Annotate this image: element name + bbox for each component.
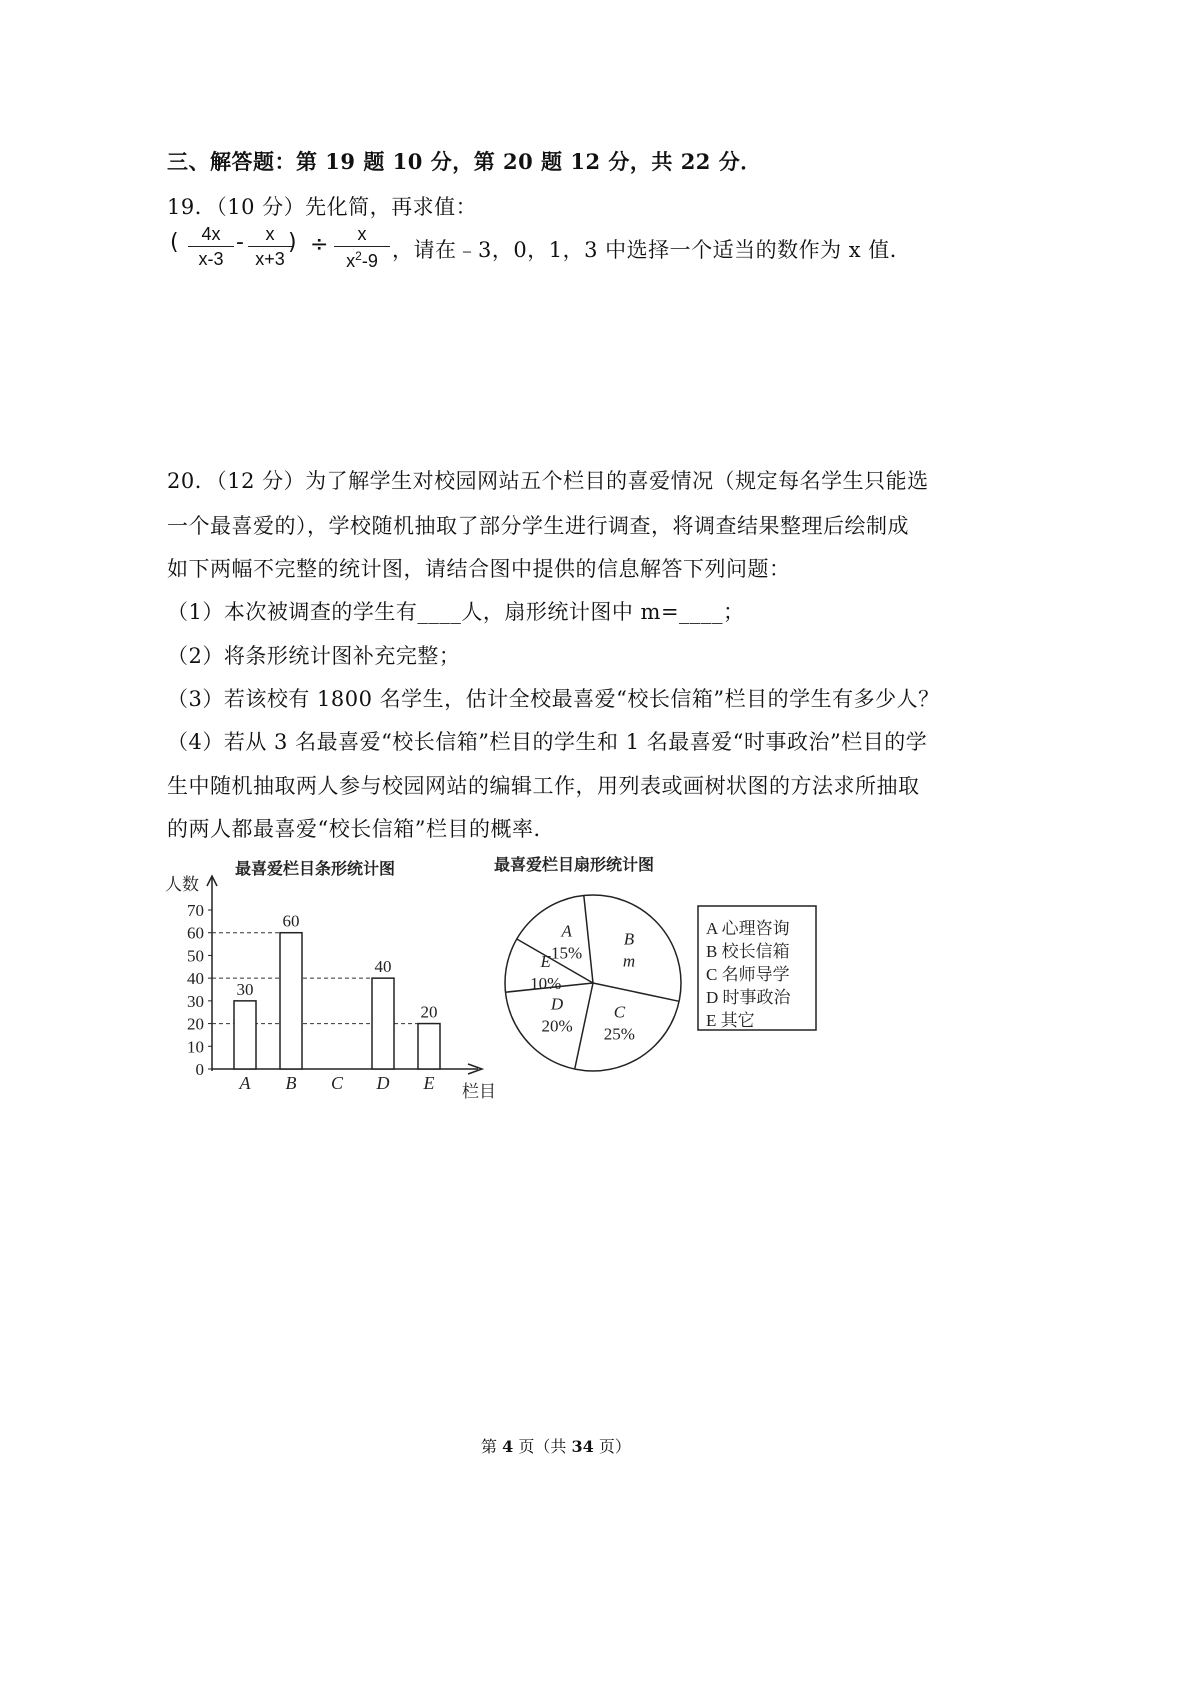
y-tick-label: 60 [187,923,204,943]
open-paren: ( [170,230,179,255]
q20-sub-2: （2）将条形统计图补充完整； [167,644,461,668]
q20-sub-4-line-3: 的两人都最喜爱“校长信箱”栏目的概率． [167,817,555,841]
q19-header: 19．（10 分）先化简，再求值： [167,195,478,219]
y-tick-label: 10 [187,1037,204,1057]
footer-prefix: 第 [481,1437,498,1456]
pie-chart [490,848,840,1093]
footer-suffix: 页） [598,1437,631,1456]
close-paren: ) [288,230,297,255]
y-tick-label: 50 [187,946,204,966]
den-rest: -9 [361,251,378,271]
footer-middle: 页（共 [518,1437,567,1456]
fraction-numerator: x [334,224,390,247]
fraction-numerator: 4x [188,224,234,247]
q20-line-3: 如下两幅不完整的统计图，请结合图中提供的信息解答下列问题： [167,557,791,581]
bar-chart [160,850,510,1100]
x-category-label: D [376,1073,390,1093]
pie-slice-category-E: E [540,951,551,971]
pie-legend-item: D 时事政治 [706,988,791,1007]
pie-slice-category-D: D [550,994,564,1014]
q20-sub-1: （1）本次被调查的学生有____人，扇形统计图中 m=____； [167,600,745,624]
fraction-numerator: x [248,224,292,247]
pie-legend-item: E 其它 [706,1011,755,1030]
bar-D [372,978,394,1069]
page-footer [481,1434,631,1457]
section-heading: 三、解答题：第 19 题 10 分，第 20 题 12 分，共 22 分． [167,149,762,174]
fraction-denominator: x+3 [255,249,285,269]
x-axis-label: 栏目 [462,1082,496,1100]
pie-chart-title: 最喜爱栏目扇形统计图 [494,855,655,874]
footer-page-number: 4 [502,1437,514,1456]
bar-E [418,1024,440,1069]
q20-sub-3: （3）若该校有 1800 名学生，估计全校最喜爱“校长信箱”栏目的学生有多少人？ [167,687,940,711]
x-category-label: B [285,1073,297,1093]
pie-slice-label-C: 25% [603,1024,635,1044]
pie-slice-label-D: 20% [541,1016,573,1036]
x-category-label: A [239,1073,251,1093]
pie-legend-item: A 心理咨询 [706,919,790,938]
y-tick-label: 0 [195,1060,204,1079]
den-exponent: 2 [355,249,362,263]
fraction-4x-over-x-3 [188,224,234,270]
pie-legend-item: B 校长信箱 [706,942,790,961]
q19-tail: ，请在﹣3，0，1，3 中选择一个适当的数作为 x 值． [392,238,912,262]
pie-slice-label-E: 10% [530,973,562,993]
divide-sign: ÷ [310,232,329,257]
q20-line-2: 一个最喜爱的），学校随机抽取了部分学生进行调查，将调查结果整理后绘制成 [167,514,909,538]
pie-slice-label-A: 15% [551,943,583,963]
footer-total-pages: 34 [571,1437,594,1456]
x-category-label: C [330,1073,344,1093]
fraction-x-over-x2-9 [334,224,390,272]
den-base: x [346,251,356,271]
fraction-denominator: x-3 [198,249,224,269]
y-tick-label: 20 [187,1014,204,1034]
x-category-label: E [423,1073,435,1093]
pie-slice-category-B: B [623,929,635,949]
bar-data-label: 30 [236,979,254,999]
y-tick-label: 40 [187,969,204,989]
y-axis-label: 人数 [165,875,199,895]
q20-line-1: 20．（12 分）为了解学生对校园网站五个栏目的喜爱情况（规定每名学生只能选 [167,469,929,493]
y-tick-label: 70 [187,901,204,920]
bar-chart-title: 最喜爱栏目条形统计图 [235,859,396,878]
q20-sub-4-line-1: （4）若从 3 名最喜爱“校长信箱”栏目的学生和 1 名最喜爱“时事政治”栏目的学 [167,730,928,754]
fraction-denominator [334,247,390,272]
y-tick-label: 30 [187,991,204,1011]
pie-legend-item: C 名师导学 [706,965,790,984]
bar-data-label: 40 [374,957,392,977]
bar-A [234,1001,256,1069]
bar-B [280,933,302,1069]
pie-slice-label-B: m [622,951,636,971]
bar-data-label: 60 [282,911,300,931]
fraction-x-over-x+3 [248,224,292,270]
pie-slice-category-A: A [561,921,572,941]
pie-slice-category-C: C [613,1002,626,1022]
minus-sign: - [236,230,244,255]
bar-data-label: 20 [420,1002,438,1022]
q20-sub-4-line-2: 生中随机抽取两人参与校园网站的编辑工作，用列表或画树状图的方法求所抽取 [167,774,920,798]
